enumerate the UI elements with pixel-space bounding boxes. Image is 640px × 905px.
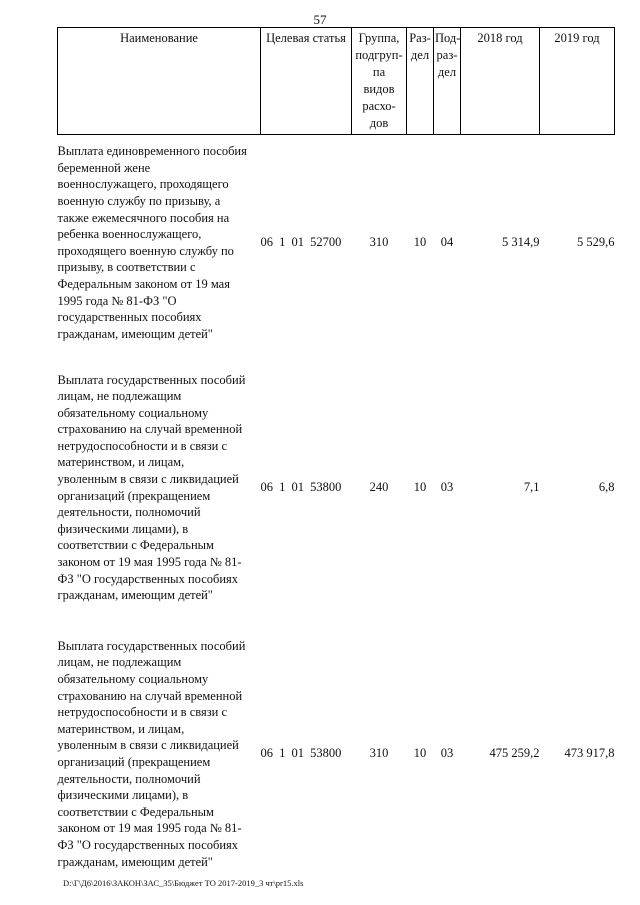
- header-section: Раз- дел: [407, 28, 434, 135]
- row-name: Выплата единовременного пособия беременной жене военнослужащего, проходящего военную службу по призыву, а также ежемесячного пособия на ребенка военнослужащего, проходящего военную службу по призыву, в соответствии с Федеральным законом от 19 мая 1995 года № 81-ФЗ "О государственных пособиях гражданам, имеющим детей": [57, 144, 247, 341]
- table-header-row: [58, 28, 615, 135]
- header-target: Целевая статья: [261, 28, 352, 135]
- header-group: Группа, подгруп- па видов расхо- дов: [352, 28, 407, 135]
- row-section: 10: [413, 480, 427, 495]
- row-section: 10: [413, 235, 427, 250]
- row-target: 06 1 01 52700: [260, 235, 342, 250]
- row-value-2018: 7,1: [523, 480, 540, 495]
- row-group: 310: [369, 235, 389, 250]
- header-2019: 2019 год: [540, 28, 615, 135]
- row-section: 10: [413, 746, 427, 761]
- row-name: Выплата государственных пособий лицам, не подлежащим обязательному социальному страхованию на случай временной нетрудоспособности и в связи с материнством, и лицам, уволенным в связи с ликвидацией организаций (прекращением деятельности, полномочий физическими лицами), в соответствии с Федеральным законом от 19 мая 1995 года № 81- ФЗ "О государственных пособиях гражданам, имеющим детей": [57, 372, 246, 603]
- row-subsection: 03: [440, 480, 454, 495]
- row-subsection: 03: [440, 746, 454, 761]
- header-2018: 2018 год: [461, 28, 540, 135]
- row-value-2019: 473 917,8: [564, 746, 615, 761]
- row-group: 240: [369, 480, 389, 495]
- table-row: [58, 372, 615, 604]
- row-value-2019: 6,8: [598, 480, 615, 495]
- page-number: 57: [313, 12, 327, 27]
- row-value-2018: 475 259,2: [489, 746, 540, 761]
- row-subsection: 04: [440, 235, 454, 250]
- table-row: [58, 638, 615, 870]
- row-target: 06 1 01 53800: [260, 746, 342, 761]
- header-name: Наименование: [58, 28, 261, 135]
- row-group: 310: [369, 746, 389, 761]
- file-path-footer: D:\Г\Д6\2016\ЗАКОН\ЗАС_35\Бюджет ТО 2017-2019_3 чт\рr15.xls: [63, 878, 304, 888]
- budget-table: [57, 27, 615, 870]
- header-subsection: Под- раз- дел: [434, 28, 461, 135]
- row-name: Выплата государственных пособий лицам, не подлежащим обязательному социальному страхованию на случай временной нетрудоспособности и в связи с материнством, и лицам, уволенным в связи с ликвидацией организаций (прекращением деятельности, полномочий физическими лицами), в соответствии с Федеральным законом от 19 мая 1995 года № 81- ФЗ "О государственных пособиях гражданам, имеющим детей": [57, 638, 246, 869]
- table-row: [58, 135, 615, 351]
- row-value-2019: 5 529,6: [577, 235, 615, 250]
- row-target: 06 1 01 53800: [260, 480, 342, 495]
- row-value-2018: 5 314,9: [502, 235, 540, 250]
